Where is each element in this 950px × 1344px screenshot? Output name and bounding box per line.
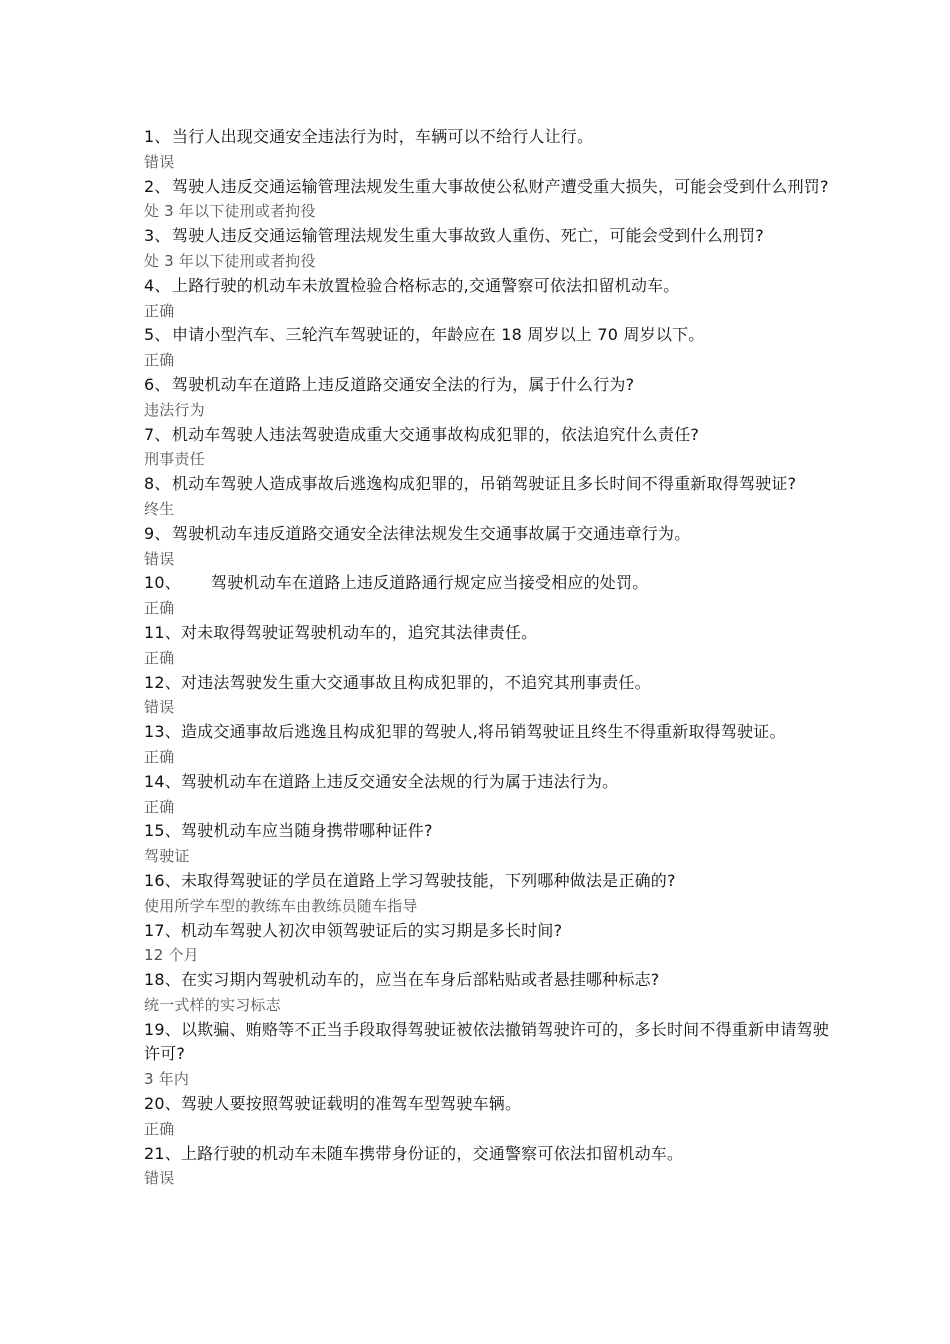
question-line bbox=[144, 373, 834, 398]
question-number: 8、 bbox=[144, 474, 171, 494]
question-line bbox=[144, 175, 834, 200]
qa-item bbox=[144, 869, 834, 919]
question-line bbox=[144, 522, 834, 547]
question-text: 上路行驶的机动车未随车携带身份证的，交通警察可依法扣留机动车。 bbox=[180, 1143, 684, 1163]
qa-item bbox=[144, 919, 834, 969]
question-number: 18、 bbox=[144, 970, 181, 990]
answer-text: 12 个月 bbox=[144, 946, 199, 965]
question-number: 20、 bbox=[144, 1094, 181, 1114]
question-line bbox=[144, 919, 834, 944]
question-text: 机动车驾驶人违法驾驶造成重大交通事故构成犯罪的，依法追究什么责任? bbox=[172, 424, 700, 444]
question-line bbox=[144, 869, 834, 894]
qa-item bbox=[144, 323, 834, 373]
answer-text: 正确 bbox=[144, 351, 175, 370]
answer-text: 违法行为 bbox=[144, 400, 205, 419]
question-text: 在实习期内驾驶机动车的，应当在车身后部粘贴或者悬挂哪种标志? bbox=[180, 970, 660, 990]
answer-text: 处 3 年以下徒刑或者拘役 bbox=[144, 251, 316, 270]
question-line bbox=[144, 671, 834, 696]
qa-item bbox=[144, 571, 834, 621]
question-line bbox=[144, 125, 834, 150]
qa-item bbox=[144, 522, 834, 572]
question-text: 未取得驾驶证的学员在道路上学习驾驶技能，下列哪种做法是正确的? bbox=[180, 870, 676, 890]
question-number: 13、 bbox=[144, 722, 181, 742]
question-number: 19、 bbox=[144, 1019, 181, 1039]
question-line bbox=[144, 770, 834, 795]
question-text: 上路行驶的机动车未放置检验合格标志的,交通警察可依法扣留机动车。 bbox=[172, 275, 680, 295]
answer-text: 正确 bbox=[144, 301, 175, 320]
question-line bbox=[144, 1018, 834, 1068]
qa-item bbox=[144, 423, 834, 473]
question-text: 驾驶机动车在道路上违反道路交通安全法的行为，属于什么行为? bbox=[172, 374, 635, 394]
question-line bbox=[144, 274, 834, 299]
question-text: 驾驶机动车在道路上违反交通安全法规的行为属于违法行为。 bbox=[180, 771, 619, 791]
question-line bbox=[144, 720, 834, 745]
question-text: 对未取得驾驶证驾驶机动车的，追究其法律责任。 bbox=[180, 622, 538, 642]
question-text: 机动车驾驶人造成事故后逃逸构成犯罪的，吊销驾驶证且多长时间不得重新取得驾驶证? bbox=[172, 474, 797, 494]
question-number: 16、 bbox=[144, 870, 181, 890]
qa-item bbox=[144, 968, 834, 1018]
question-number: 9、 bbox=[144, 523, 171, 543]
answer-text: 3 年内 bbox=[144, 1070, 190, 1089]
question-line bbox=[144, 472, 834, 497]
answer-text: 正确 bbox=[144, 599, 175, 618]
answer-text: 错误 bbox=[144, 152, 175, 171]
qa-item bbox=[144, 274, 834, 324]
question-text: 机动车驾驶人初次申领驾驶证后的实习期是多长时间? bbox=[180, 920, 563, 940]
question-number: 2、 bbox=[144, 176, 171, 196]
answer-text: 刑事责任 bbox=[144, 450, 205, 469]
answer-text: 正确 bbox=[144, 747, 175, 766]
question-line bbox=[144, 968, 834, 993]
question-text: 当行人出现交通安全违法行为时，车辆可以不给行人让行。 bbox=[172, 127, 594, 146]
question-number: 7、 bbox=[144, 424, 171, 444]
question-line bbox=[144, 819, 834, 844]
answer-text: 错误 bbox=[144, 698, 175, 717]
qa-item bbox=[144, 472, 834, 522]
question-line bbox=[144, 571, 834, 596]
answer-text: 错误 bbox=[144, 1169, 175, 1188]
qa-item bbox=[144, 175, 834, 225]
answer-text: 错误 bbox=[144, 549, 175, 568]
qa-item bbox=[144, 621, 834, 671]
answer-text: 正确 bbox=[144, 648, 175, 667]
question-number: 6、 bbox=[144, 374, 171, 394]
question-number: 12、 bbox=[144, 672, 181, 692]
qa-item bbox=[144, 1092, 834, 1142]
answer-text: 正确 bbox=[144, 1119, 175, 1138]
qa-item bbox=[144, 819, 834, 869]
answer-text: 处 3 年以下徒刑或者拘役 bbox=[144, 202, 316, 221]
question-number: 11、 bbox=[144, 622, 181, 642]
question-text: 驾驶人要按照驾驶证载明的准驾车型驾驶车辆。 bbox=[180, 1094, 522, 1114]
question-line bbox=[144, 423, 834, 448]
question-text: 申请小型汽车、三轮汽车驾驶证的，年龄应在 18 周岁以上 70 周岁以下。 bbox=[172, 325, 705, 345]
question-number: 3、 bbox=[144, 226, 171, 246]
question-number: 21、 bbox=[144, 1143, 181, 1163]
question-text: 驾驶人违反交通运输管理法规发生重大事故致人重伤、死亡，可能会受到什么刑罚? bbox=[172, 226, 764, 246]
question-number: 4、 bbox=[144, 275, 171, 295]
question-text: 驾驶机动车违反道路交通安全法律法规发生交通事故属于交通违章行为。 bbox=[172, 523, 691, 543]
question-number: 1、 bbox=[144, 127, 171, 146]
question-text: 以欺骗、贿赂等不正当手段取得驾驶证被依法撤销驾驶许可的，多长时间不得重新申请驾驶许可? bbox=[144, 1019, 829, 1064]
qa-item bbox=[144, 125, 834, 175]
answer-text: 统一式样的实习标志 bbox=[144, 995, 281, 1014]
question-line bbox=[144, 323, 834, 348]
question-text: 驾驶机动车在道路上违反道路通行规定应当接受相应的处罚。 bbox=[211, 573, 649, 593]
question-number: 14、 bbox=[144, 771, 181, 791]
answer-text: 使用所学车型的教练车由教练员随车指导 bbox=[144, 896, 418, 915]
question-number: 17、 bbox=[144, 920, 181, 940]
question-answer-list bbox=[144, 125, 834, 1191]
question-text: 对违法驾驶发生重大交通事故且构成犯罪的，不追究其刑事责任。 bbox=[180, 672, 651, 692]
answer-text: 正确 bbox=[144, 797, 175, 816]
qa-item bbox=[144, 770, 834, 820]
answer-text: 终生 bbox=[144, 499, 175, 518]
question-line bbox=[144, 1092, 834, 1117]
question-text: 驾驶人违反交通运输管理法规发生重大事故使公私财产遭受重大损失，可能会受到什么刑罚? bbox=[172, 176, 829, 196]
qa-item bbox=[144, 1018, 834, 1092]
qa-item bbox=[144, 1142, 834, 1192]
question-line bbox=[144, 224, 834, 249]
qa-item bbox=[144, 373, 834, 423]
qa-item bbox=[144, 671, 834, 721]
question-text: 驾驶机动车应当随身携带哪种证件? bbox=[180, 821, 433, 841]
qa-item bbox=[144, 224, 834, 274]
question-text: 造成交通事故后逃逸且构成犯罪的驾驶人,将吊销驾驶证且终生不得重新取得驾驶证。 bbox=[180, 722, 786, 742]
question-line bbox=[144, 621, 834, 646]
question-number: 5、 bbox=[144, 325, 171, 345]
question-line bbox=[144, 1142, 834, 1167]
answer-text: 驾驶证 bbox=[144, 847, 190, 866]
qa-item bbox=[144, 720, 834, 770]
question-number: 15、 bbox=[144, 821, 181, 841]
question-number: 10、 bbox=[144, 573, 181, 593]
